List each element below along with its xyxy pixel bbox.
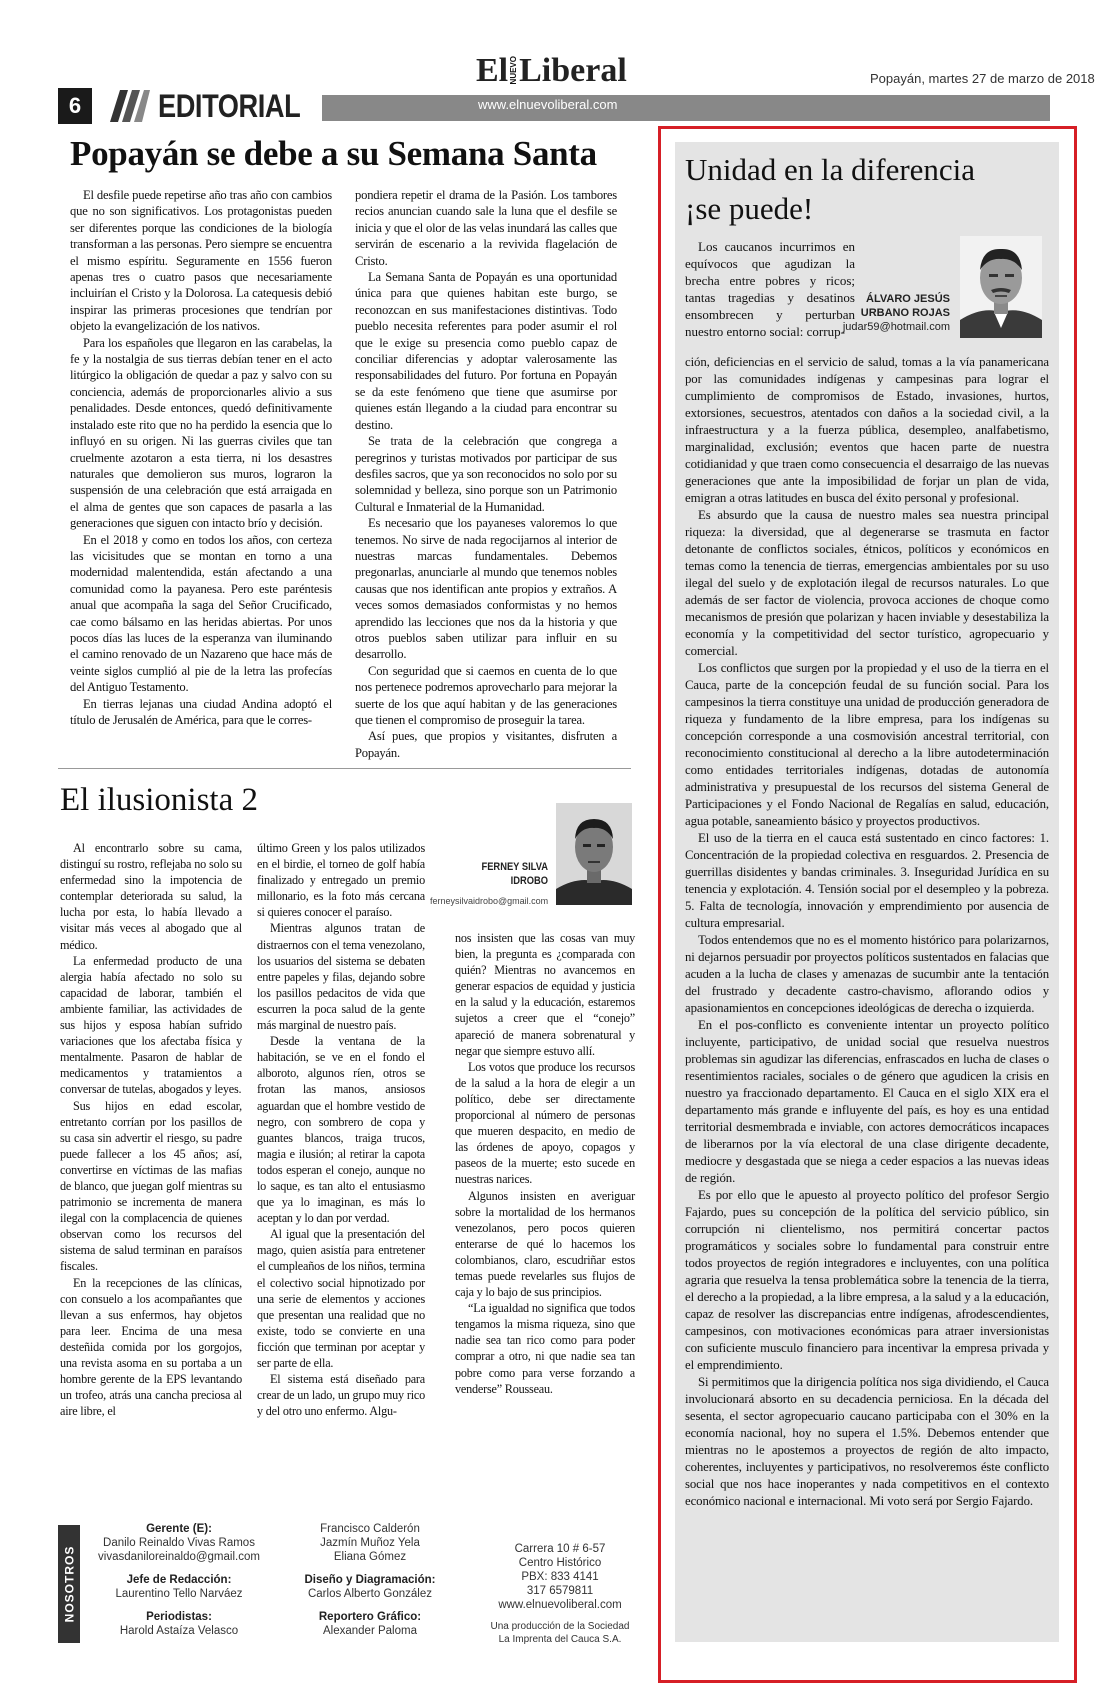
page-number: 6 — [58, 88, 92, 124]
paragraph: nos insisten que las cosas van muy bien, la pregunta es ¿comparada con quién? Mientras no avancemos en generar espacios de equidad y justicia en la salud y la educación, estaremos sujetos a creer que el “conejo” apareció de manera sobrenatural y negar que siempre estuvo allí. — [455, 931, 635, 1058]
logo-el-text: El — [476, 52, 509, 90]
staff-role: Diseño y Diagramación: — [304, 1574, 436, 1586]
header-bar — [322, 95, 1050, 121]
logo-liberal-text: Liberal — [519, 52, 627, 90]
staff-name: Francisco Calderón — [320, 1523, 420, 1535]
paragraph: Es necesario que los payaneses valoremos lo que tenemos. No sirve de nada regocijarnos al interior de nuestras marcas fundamentales. Debemos pregonarlas, anunciarle al mundo que tenemos nobles causas que nos identifican ante propios y extraños. A veces somos demasiados conformistas y no hemos aprendido las lecciones que nos da la historia y que otros pueblos saben utilizar para influir en su desarrollo. — [355, 516, 617, 662]
staff-role: Gerente (E): — [146, 1523, 212, 1535]
editorial-column-1 — [70, 187, 332, 728]
paragraph: Los conflictos que surgen por la propiedad y el uso de la tierra en el Cauca, parte de la concepción feudal de su función social. Para los campesinos la tierra constituye una unidad de producción generadora de riqueza y fundamento de la libre empresa, para los indígenas su concepción corresponde a una cosmovisión ancestral territorial, con reconocimiento constitucional al derecho a la libre autodeterminación como entidades territoriales indígenas, dotadas de autonomía administrativa y presupuestal de los recursos del sistema General de Participaciones y el Fondo Nacional de Regalías en salud, educación, agua potable, saneamiento básico y proyectos productivos. — [685, 661, 1049, 828]
paragraph: Si permitimos que la dirigencia política nos siga dividiendo, el Cauca involucionará absorto en su decadencia perniciosa. En la década del sesenta, el sector agropecuario caucano participaba con el 30% en la economía nacional, hoy no supera el 1.5%. Debemos entender que mientras no le apostemos a proyectos de región de alto impacto, coherentes, incluyentes y participativos, no resolveremos éste conflicto social que nos hace inoperantes y nada competitivos en el contexto económico nacional e internacional. Mi voto será por Sergio Fajardo. — [685, 1375, 1049, 1508]
producer-line: Una producción de la Sociedad — [490, 1621, 630, 1632]
staff-role: Periodistas: — [146, 1611, 212, 1623]
ilusionista-column-2 — [257, 840, 425, 1419]
paragraph: Es absurdo que la causa de nuestro males sea nuestra principal riqueza: la diversidad, que al degenerarse se trasmuta en factor detonante de conflictos sociales, étnicos, políticos y económicos en temas como la tenencia de tierras, emergencias ambientales por su uso ilegal del suelo y de explotación ilegal de recursos naturales. Lo que además de ser factor de violencia, provoca acciones de choque como mecanismos de presión que polarizan y hacen inviable y desestabiliza la economía y la competitividad del sector turístico, agropecuario y comercial. — [685, 508, 1049, 658]
staff-name: Danilo Reinaldo Vivas Ramos — [103, 1537, 255, 1549]
phone-line: PBX: 833 4141 — [521, 1571, 599, 1583]
editorial-title: Popayán se debe a su Semana Santa — [70, 134, 597, 173]
newspaper-logo — [476, 52, 627, 90]
column-body — [685, 354, 1049, 1510]
section-divider — [58, 768, 631, 769]
paragraph: Todos entendemos que no es el momento histórico para polarizarnos, ni dejarnos persuadir por proyectos políticos sustentados en falacias que acuden a la lucha de clases y amenazas de sucumbir ante la tentación del frustrado y decadente castro-chavismo, aflorando odios y apasionamientos en concepciones ideológicas de derecha o izquierda. — [685, 933, 1049, 1015]
paragraph: Es por ello que le apuesto al proyecto político del profesor Sergio Fajardo, pues su concepción de la política del servicio público, sin corrupción ni clientelismo, nos permitirá concertar pactos programáticos y sociales sobre lo fundamental para construir entre todos proyectos de región integradores e incluyentes, con una política agraria que resuelva la tensa problemática sobre la tenencia de la tierra, el derecho a la propiedad, a la libre empresa, a la salud y a la educación, capaz de resolver las discrepancias entre indígenas, afrodescendientes, campesinos, con motivaciones económicas para atraer inversionistas con suficiente musculo financiero para incentivar la empresa privada y el emprendimiento. — [685, 1188, 1049, 1372]
paragraph: La Semana Santa de Popayán es una oportunidad única para que quienes habitan este burgo, se reconozcan en sus manifestaciones distintivas. Todo pueblo necesita referentes para poder asumir el rol que le exige su presencia como pueblo capaz de conciliar diferencias y adoptar valerosamente las responsabilidades del futuro. Por fortuna en Popayán se da este fenómeno que tiene que asumirse por quienes están llegando a la ciudad para encontrar su destino. — [355, 270, 617, 432]
paragraph: La enfermedad producto de una alergia había afectado no solo su capacidad de laborar, también el ambiente familiar, las actividades de sus hijos y esposa habían sufrido variaciones que los afectaba física y mentalmente. Pasaron de hablar de medicamentos y tratamientos a conversar de tutelas, abogados y leyes. — [60, 953, 242, 1097]
paragraph: En el 2018 y como en todos los años, con certeza las vicisitudes que se montan en torno a una modernidad malentendida, están afectando a una comunidad como la payanesa. Pero este paréntesis anual que acompaña la saga del Señor Crucificado, cae como bálsamo en las heridas abiertas. Por unos pocos días las luces de la esperanza van iluminando el camino renovado de un Nazareno que hace más de veinte siglos cumplió al pie de la letra las profecías del Antiguo Testamento. — [70, 532, 332, 695]
producer-line: La Imprenta del Cauca S.A. — [498, 1634, 622, 1645]
logo-nuevo-text: NUEVO — [509, 56, 519, 85]
paragraph: En el pos-conflicto es conveniente intentar un proyecto político incluyente, participativo, de unidad social que resuelva nuestros problemas sin agudizar las diferencias, enfrascados en lucha de clases o resentimientos raciales, sociales o de género que agudicen la crisis en nuestro ya fraccionado departamento. El Cauca en el siglo XIX era el departamento más grande e influyente del país, es hoy es una entidad territorial desmembrada e inviable, con actores democráticos incapaces de liberarnos por la vía electoral de una clase dirigente decadente, mediocre y desgastada que se niega a ceder espacios a las nuevas ideas de región. — [685, 1018, 1049, 1185]
author-email: ferneysilvaidrobo@gmail.com — [430, 896, 549, 906]
paragraph: Se trata de la celebración que congrega a peregrinos y turistas motivados por participar de sus desfiles sacros, que ya son reconocidos no solo por su solemnidad y belleza, sino porque son un Patrimonio Cultural e Inmaterial de la Humanidad. — [355, 434, 617, 514]
paragraph: Algunos insisten en averiguar sobre la mortalidad de los hermanos venezolanos, pero pocos quieren enterarse de qué lo hacemos los colombianos, claro, escudriñar estos temas puede revelarles sus flujos de caja y lo bajo de sus principios. — [455, 1188, 635, 1300]
article-title: El ilusionista 2 — [60, 782, 258, 818]
phone-line: 317 6579811 — [526, 1585, 594, 1597]
column-author-photo — [960, 236, 1042, 338]
paragraph: Con seguridad que si caemos en cuenta de lo que nos pertenece podremos aprovecharlo para mejorar la suerte de los que aquí habitan y de las generaciones que tienen el compromiso de proseguir la tarea. — [355, 663, 617, 727]
section-slashes-decoration — [106, 86, 150, 126]
staff-column-2 — [292, 1522, 448, 1638]
column-title-line1: Unidad en la diferencia — [685, 152, 976, 187]
staff-name: Carlos Alberto González — [307, 1588, 432, 1600]
staff-role: Jefe de Redacción: — [126, 1574, 232, 1586]
paragraph: En tierras lejanas una ciudad Andina adoptó el título de Jerusalén de América, para que le corres- — [70, 696, 332, 727]
staff-producer — [488, 1620, 632, 1646]
author-name-line2: URBANO ROJAS — [860, 307, 950, 319]
paragraph: El uso de la tierra en el cauca está sustentado en cinco factores: 1. Concentración de la propiedad colectiva en resguardos. 2. Presencia de guerrillas disidentes y bandas criminales. 3. Inseguridad Jurídica en su tenencia y explotación. 4. Tensión social por el desempleo y la pobreza. 5. Falta de tecnología, innovación y emprendimiento por ausencia de cultura empresarial. — [685, 831, 1049, 930]
paragraph: pondiera repetir el drama de la Pasión. Los tambores recios anuncian cuando sale la luna que el desfile se inicia y que el olor de las velas inundará las calles que servirán de escenario a la revivida flagelación de Cristo. — [355, 188, 617, 268]
paragraph: ción, deficiencias en el servicio de salud, tomas a la vía panamericana por las comunidades indígenas y campesinas para lograr el cumplimiento de compromisos de Estado, invasiones, hurtos, extorsiones, secuestros, atentados con daños a la sociedad civil, a la infraestructura y a la fuerza pública, desempleo, analfabetismo, marginalidad, exclusión; eventos que hacen parte de nuestra cotidianidad y que traen como consecuencia el desarraigo de las nuevas generaciones que ante la imposibilidad de forjar un plan de vida, emigran a otras latitudes en busca del éxito personal y profesional. — [685, 355, 1049, 505]
author-byline — [430, 860, 548, 906]
staff-name: Jazmín Muñoz Yela — [320, 1537, 420, 1549]
paragraph: Al encontrarlo sobre su cama, distinguí su rostro, reflejaba no solo su enfermedad sino la impotencia de contemplar deteriorada su salud, la lucha por esta, lo había llevado a visitar más veces al abogado que al médico. — [60, 841, 242, 952]
staff-name: Alexander Paloma — [323, 1625, 417, 1637]
paragraph: El sistema está diseñado para crear de un lado, un grupo muy rico y del otro uno enfermo. Algu- — [257, 1372, 425, 1419]
address-line: Carrera 10 # 6-57 — [514, 1543, 606, 1555]
author-name-line1: ÁLVARO JESÚS — [866, 293, 950, 305]
editorial-column-2 — [355, 187, 617, 761]
paragraph: “La igualdad no significa que todos tengamos la misma riqueza, sino que nadie sea tan rico como para poder comprar a otro, ni que nadie sea tan pobre como para verse forzando a venderse” Rousseau. — [455, 1301, 635, 1396]
address-line: Centro Histórico — [518, 1557, 602, 1569]
author-name-line2: IDROBO — [510, 875, 548, 887]
paragraph: Al igual que la presentación del mago, quien asistía para entretener el cumpleaños de los niños, termina el colectivo social hipnotizado por una serie de elementos y acciones que presentan una realidad que no existe, todo se convierte en una ficción que terminan por aceptar y ser parte de ella. — [257, 1227, 425, 1370]
paragraph: El desfile puede repetirse año tras año con cambios que no son significativos. Los protagonistas pueden ser diferentes porque las condiciones de la biología transforman a las personas. Pero siempre se encuentra el mismo espíritu. Seguramente en 1556 fueron apenas tres o cuatro pasos que necesariamente incluirían el Cristo y la Dolorosa. La catequesis debió inspirar las primeras procesiones que tendrían por objeto la evangelización de los nativos. — [70, 188, 332, 334]
paragraph: Los votos que produce los recursos de la salud a la hora de elegir a un político, debe ser directamente proporcional al número de personas que mueren despacito, en medio de las órdenes de apoyo, copagos y paseos de la muerte; esto sucede en nuestras narices. — [455, 1059, 635, 1187]
staff-name: Harold Astaíza Velasco — [119, 1625, 239, 1637]
author-email: judar59@hotmail.com — [842, 321, 950, 333]
staff-address — [488, 1542, 632, 1612]
website-line: www.elnuevoliberal.com — [498, 1599, 622, 1611]
paragraph: último Green y los palos utilizados en el birdie, el torneo de golf había finalizado y entregado un premio millonario, es la foto más cercana si quieres conocer el paraíso. — [257, 841, 425, 920]
paragraph: Mientras algunos tratan de distraernos con el tema venezolano, los usuarios del sistema se debaten entre papeles y filas, dejando sobre los pasillos pedacitos de vida que escurren la poca salud de la gente más marginal de nuestro país. — [257, 921, 425, 1033]
paragraph: Así pues, que propios y visitantes, disfruten a Popayán. — [355, 729, 617, 760]
column-author-byline — [820, 292, 950, 333]
author-name-line1: FERNEY SILVA — [481, 861, 548, 873]
author-photo — [556, 803, 632, 905]
nosotros-label: NOSOTROS — [62, 1545, 77, 1623]
section-label: EDITORIAL — [158, 88, 301, 124]
nosotros-tab — [58, 1525, 80, 1643]
paragraph: En la recepciones de las clínicas, con consuelo a los acompañantes que llevan a sus enfermos, hay objetos para leer. Encima de una mesa desteñida comida por los gorgojos, una revista asoma en su portaba a un hombre gerente de la EPS levantando un trofeo, atrás una cancha preciosa al aire libre, el — [60, 1275, 242, 1419]
ilusionista-column-3 — [455, 930, 635, 1397]
paragraph: Sus hijos en edad escolar, entretanto corrían por los pasillos de su casa sin advertir el riesgo, su padre puede fallecer a los 45 años; así, convertirse en víctimas de las mafias de blanco, que juegan golf mientras su patrimonio se incrementa de manera ilegal con la complacencia de quienes observan como los recursos del sistema de salud terminan en paraísos fiscales. — [60, 1098, 242, 1274]
website-url: www.elnuevoliberal.com — [478, 97, 618, 112]
staff-name: Eliana Gómez — [333, 1551, 407, 1563]
publication-date: Popayán, martes 27 de marzo de 2018 — [870, 71, 1095, 86]
column-title-line2: ¡se puede! — [685, 191, 814, 226]
staff-email: vivasdaniloreinaldo@gmail.com — [98, 1551, 260, 1563]
ilusionista-column-1 — [60, 840, 242, 1419]
staff-role: Reportero Gráfico: — [318, 1611, 422, 1623]
paragraph: Los caucanos incurrimos en equívocos que agudizan la brecha entre pobres y ricos; tantas tragedias y desatinos ensombrecen y perturban nuestro entorno social: corrup- — [685, 239, 855, 339]
paragraph: Para los españoles que llegaron en las carabelas, la fe y la nostalgia de sus tierras debían tener en el acto litúrgico la obligación de quedar a paz y salvo con su conciencia, además de proporcionarles alivio a sus penalidades. Desde entonces, quedó definitivamente instalado este rito que no ha perdido la esencia que lo influyó en su origen. Ni las guerras civiles que tan cruelmente azotaron a esta tierra, ni los desastres naturales que demolieron sus muros, lograron la suspensión de una celebración que está arraigada en el alma de gentes que son capaces de pasarla a las generaciones que siguen con intacto brío y decisión. — [70, 335, 332, 531]
staff-column-1 — [96, 1522, 262, 1638]
staff-name: Laurentino Tello Narváez — [115, 1588, 243, 1600]
column-title — [685, 150, 1065, 228]
paragraph: Desde la ventana de la habitación, se ve en el fondo el alboroto, algunos ríen, otros se frotan las manos, ansiosos aguardan que el hombre vestido de negro, con sombrero de copa y guantes blancos, traiga trucos, magia e ilusión; al retirar la capota todos esperan el conejo, aunque no lo saque, es tan alto el entusiasmo que ya lo imaginan, es más lo aceptan y lo dan por verdad. — [257, 1034, 425, 1226]
